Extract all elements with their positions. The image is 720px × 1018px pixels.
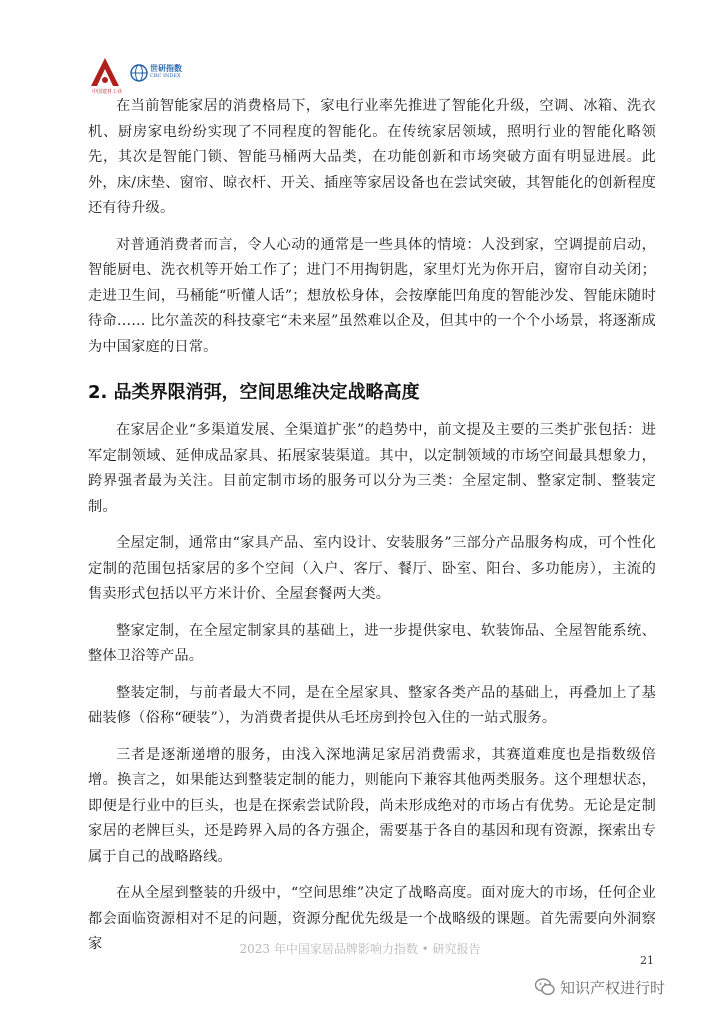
footer-report-title: 2023 年中国家居品牌影响力指数 • 研究报告 (239, 942, 481, 956)
paragraph: 全屋定制，通常由“家具产品、室内设计、安装服务”三部分产品服务构成，可个性化定制的范围包括家居的多个空间（入户、客厅、餐厅、卧室、阳台、多功能房），主流的售卖形式包括以平方米计价、全屋套餐两大类。 (88, 535, 656, 602)
watermark-text: 知识产权进行时 (560, 979, 666, 997)
page-number: 21 (640, 954, 654, 967)
paragraph: 在从全屋到整装的升级中，“空间思维”决定了战略高度。面对庞大的市场，任何企业都会面临资源相对不足的问题，资源分配优先级是一个战略级的课题。首先需要向外洞察家 (88, 885, 656, 952)
document-body (88, 94, 656, 969)
arch-logo-icon (88, 56, 122, 92)
paragraph: 三者是逐渐递增的服务，由浅入深地满足家居消费需求，其赛道难度也是指数级倍增。换言之，如果能达到整装定制的能力，则能向下兼容其他两类服务。这个理想状态，即便是行业中的巨头，也是在探索尝试阶段，尚未形成绝对的市场占有优势。无论是定制家居的老牌巨头，还是跨界入局的各方强企，需要基于各自的基因和现有资源，探索出专属于自己的战略路线。 (88, 746, 656, 865)
paragraph: 在家居企业“多渠道发展、全渠道扩张”的趋势中，前文提及主要的三类扩张包括：进军定制领域、延伸成品家具、拓展家装渠道。其中，以定制领域的市场空间最具想象力，跨界强者最为关注。目前定制市场的服务可以分为三类：全屋定制、整家定制、整装定制。 (88, 422, 656, 515)
logo-left-caption: 中国建材工业 (92, 89, 123, 95)
paragraph: 整装定制，与前者最大不同，是在全屋家具、整家各类产品的基础上，再叠加上了基础装修（俗称“硬装”），为消费者提供从毛坯房到拎包入住的一站式服务。 (88, 684, 656, 726)
paragraph: 在当前智能家居的消费格局下，家电行业率先推进了智能化升级，空调、冰箱、洗衣机、厨房家电纷纷实现了不同程度的智能化。在传统家居领域，照明行业的智能化略领先，其次是智能门锁、智能马桶两大品类，在功能创新和市场突破方面有明显进展。此外，床/床垫、窗帘、晾衣杆、开关、插座等家居设备也在尝试突破，其智能化的创新程度还有待升级。 (88, 98, 656, 216)
paragraph: 整家定制，在全屋定制家具的基础上，进一步提供家电、软装饰品、全屋智能系统、整体卫浴等产品。 (88, 622, 656, 664)
logo-right-name: 世研指数 (150, 63, 182, 73)
wechat-icon (534, 976, 556, 998)
paragraph: 对普通消费者而言，令人心动的通常是一些具体的情境：人没到家，空调提前启动，智能厨电、洗衣机等开始工作了；进门不用掏钥匙，家里灯光为你开启，窗帘自动关闭；走进卫生间，马桶能“听懂人话”；想放松身体，会按摩能凹角度的智能沙发、智能床随时待命…… 比尔盖茨的科技豪宅“未来屋”虽然难以企及，但其中的一个个小场景，将逐渐成为中国家庭的日常。 (88, 236, 656, 355)
page-header (88, 56, 648, 96)
globe-logo-icon (130, 64, 148, 82)
section-heading: 2. 品类界限消弭，空间思维决定战略高度 (88, 382, 420, 403)
page-footer (0, 940, 720, 970)
watermark (534, 974, 714, 1004)
logo-right-sub: CRC INDEX (150, 73, 181, 79)
